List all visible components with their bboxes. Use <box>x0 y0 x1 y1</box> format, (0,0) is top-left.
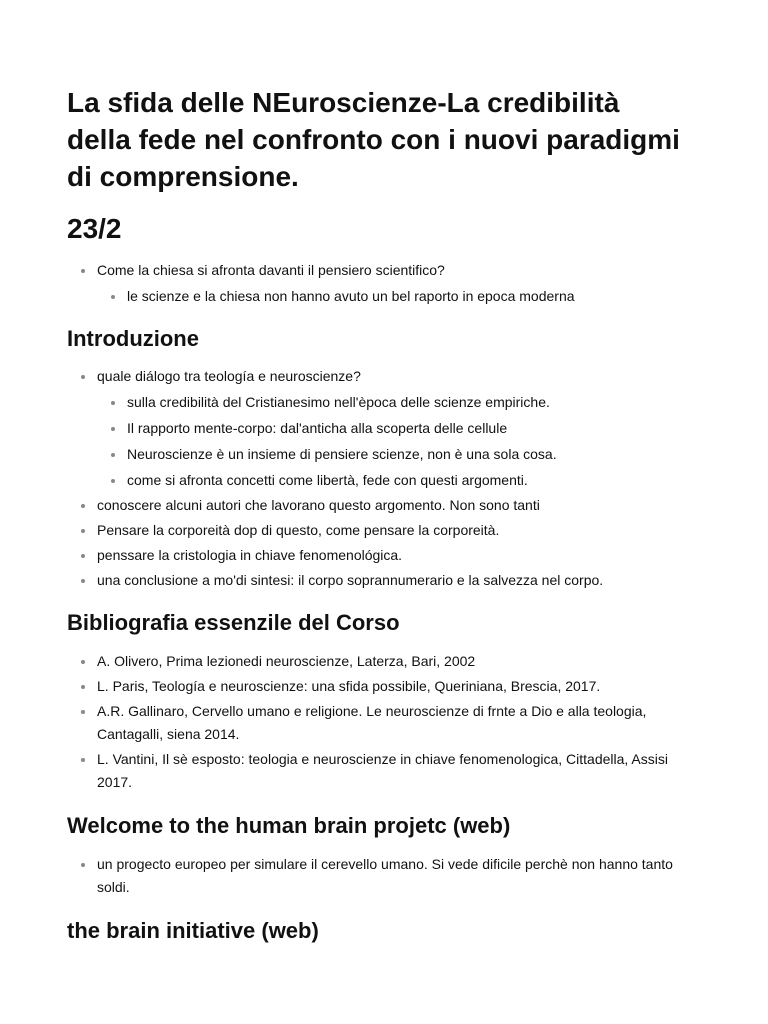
list-item: Pensare la corporeità dop di questo, come pensare la corporeità. <box>67 519 768 542</box>
section-heading-brain-initiative: the brain initiative (web) <box>67 918 319 943</box>
section-heading-welcome: Welcome to the human brain projetc (web) <box>67 813 511 838</box>
list-item: conoscere alcuni autori che lavorano questo argomento. Non sono tanti <box>67 494 768 517</box>
section-heading-bibliografia: Bibliografia essenzile del Corso <box>67 610 400 635</box>
section-heading-introduzione: Introduzione <box>67 326 199 351</box>
sub-list-item: Il rapporto mente-corpo: dal'anticha alla scoperta delle cellule <box>97 417 768 440</box>
sub-list-item: come si afronta concetti come libertà, fede con questi argomenti. <box>97 469 768 492</box>
list-item-text: quale diálogo tra teología e neuroscienze? <box>97 368 361 384</box>
list-item <box>67 675 768 698</box>
list-item <box>67 259 768 308</box>
list-item <box>67 650 768 673</box>
list-item-text: Come la chiesa si afronta davanti il pensiero scientifico? <box>97 262 445 278</box>
introduzione-list <box>67 365 768 592</box>
list-item <box>67 748 768 794</box>
list-item-text: A. Olivero, Prima lezionedi neuroscienze, Laterza, Bari, 2002 <box>97 653 476 669</box>
sub-list-item: sulla credibilità del Cristianesimo nell'època delle scienze empiriche. <box>97 391 768 414</box>
list-item-text: L. Paris, Teología e neuroscienze: una sfida possibile, Queriniana, Brescia, 2017. <box>97 678 601 694</box>
list-item: penssare la cristologia in chiave fenomenológica. <box>67 544 768 567</box>
list-item-text: un progecto europeo per simulare il cerevello umano. Si vede dificile perchè non hanno tanto soldi. <box>97 856 673 895</box>
list-item-text: A.R. Gallinaro, Cervello umano e religione. Le neuroscienze di frnte a Dio e alla teologia, Cantagalli, siena 2014. <box>97 703 647 742</box>
list-item <box>67 365 768 492</box>
list-item: una conclusione a mo'di sintesi: il corpo soprannumerario e la salvezza nel corpo. <box>67 569 768 592</box>
document-title: La sfida delle NEuroscienze-La credibilità della fede nel confronto con i nuovi paradigmi di comprensione. <box>67 87 680 192</box>
date-heading: 23/2 <box>67 213 122 244</box>
sub-list-item: le scienze e la chiesa non hanno avuto un bel raporto in epoca moderna <box>97 285 768 308</box>
list-item-text: L. Vantini, Il sè esposto: teologia e neuroscienze in chiave fenomenologica, Cittadella, Assisi 2017. <box>97 751 668 790</box>
welcome-list <box>67 853 768 899</box>
sub-list <box>97 285 768 308</box>
list-item <box>67 853 768 899</box>
bibliografia-list <box>67 650 768 794</box>
list-item <box>67 700 768 746</box>
sub-list-item: Neuroscienze è un insieme di pensiere scienze, non è una sola cosa. <box>97 443 768 466</box>
sub-list <box>97 391 768 492</box>
intro-list <box>67 259 768 308</box>
